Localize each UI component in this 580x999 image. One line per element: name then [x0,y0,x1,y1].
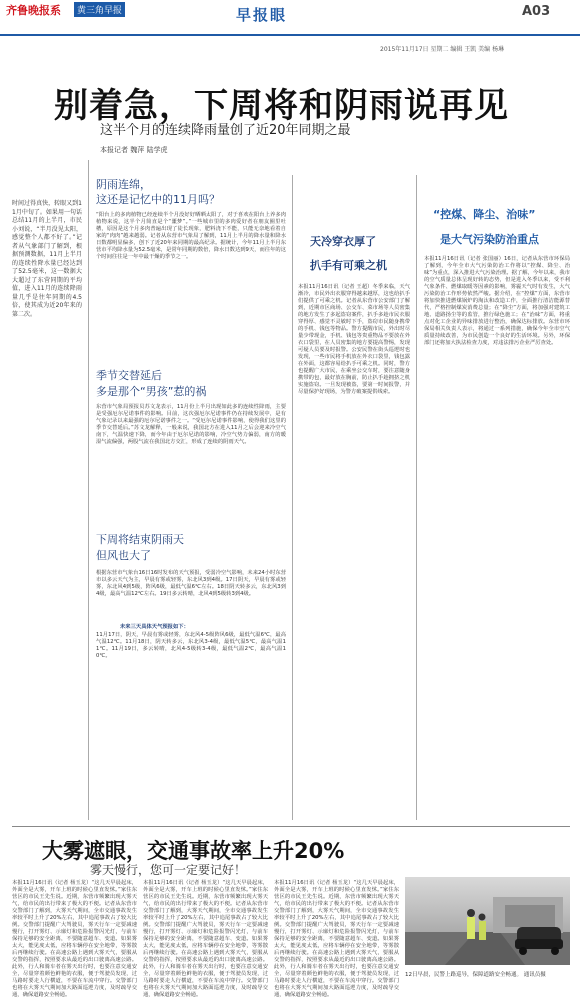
section1-title-line1: 阴雨连绵， [96,178,151,191]
section1-title-line2: 这还是记忆中的11月吗？ [96,193,220,206]
section3-body: 根据东营市气象台16日16时发布的天气预报，受弱冷空气影响，未来24小时东营市以多云天气为主，早晨有雾或轻雾，东北风3到4级。17日阴天，早晨有雾或轻雾，东北风4到5级，阵风6级，最低气温6℃左右。18日阴天转多云，东北风3到4级，最高气温12℃左右。19日多云转晴，北风4到5级转3到4级。 [96,570,286,597]
main-headline: 别着急，下周将和阴雨说再见 [54,86,509,126]
column-divider [88,160,89,820]
road-scene-illustration [405,877,570,965]
bottom-body-col1: 本报11月16日讯（记者 杨玉龙）“这几天早晨起床，外面全是大雾，开车上班的时候心里直发怵。”家住东营区的市民王先生说。近期，东营市频繁出现大雾天气，给市民的出行带来了极大的不便。记者从东营市交警部门了解到，大雾天气期间，全市交通事故发生率较平时上升了20%左右，其中追尾事故占了较大比例。交警部门提醒广大驾驶员，雾天行车一定要减速慢行，打开雾灯、示廓灯和危险报警闪光灯，与前车保持足够的安全距离，不要随意超车、变道。如果雾太大，能见度太低，应将车辆停在安全地带，等雾散后再继续行驶。在高速公路上遇到大雾天气，要服从交警的指挥，按照要求从最近的出口驶离高速公路。此外，行人和骑车者在雾天出行时，也要注意交通安全，尽量穿着颜色鲜艳的衣服，便于驾驶员发现，过马路时要走人行横道，不要在车流中穿行。交警部门也将在大雾天气期间加大路面巡逻力度，及时疏导交通，确保道路安全畅通。 [12,880,137,998]
section-title: 早报眼 [236,6,288,24]
edition-tag: 黄三角早报 [74,2,125,17]
header-rule [0,34,580,36]
mid-title-line1: 天冷穿衣厚了 [310,235,376,248]
section-rule [12,826,570,827]
column-divider [292,175,293,820]
section2-title-line1: 季节交替延后 [96,369,162,382]
main-subhead: 这半个月的连续降雨量创了近20年同期之最 [100,123,351,138]
bottom-subhead: 雾天慢行，您可一定要记好！ [90,863,247,877]
section3-title-line2: 但风也大了 [96,549,151,562]
page-number: A03 [522,4,551,19]
section1-body: “阳台上的多肉植物已经连续半个月没好好晒晒太阳了，对于喜欢在阳台上养多肉植物来说，这半个月简直是个“噩梦”。”一些城市里的多肉爱好者在朋友圈里吐槽，原因是这个月多肉普遍出现了徒长现象，肥料浇下不能，只能无奈地看着自家的“肉肉”越来越弱。记者从东营市气象局了解到，11月上半月的降水量和降水日数都明显偏多，创下了近20年来同期的最高纪录。据统计，今年11月上半月东营市平均降水量为52.5毫米，是常年同期的数倍，降水日数达到9天，而往年的这个时间往往是一年中最干燥的季节之一。 [96,212,286,260]
mid-title-line2: 扒手有可乘之机 [310,259,387,272]
section2-title-line2: 多是那个“男孩”惹的祸 [96,385,207,398]
forecast-label: 未来三天具体天气预报如下： [120,624,189,630]
main-byline: 本报记者 魏萍 陆学虎 [100,146,168,154]
bottom-body-col2: 本报11月16日讯（记者 杨玉龙）“这几天早晨起床，外面全是大雾，开车上班的时候心里直发怵。”家住东营区的市民王先生说。近期，东营市频繁出现大雾天气，给市民的出行带来了极大的不便。记者从东营市交警部门了解到，大雾天气期间，全市交通事故发生率较平时上升了20%左右，其中追尾事故占了较大比例。交警部门提醒广大驾驶员，雾天行车一定要减速慢行，打开雾灯、示廓灯和危险报警闪光灯，与前车保持足够的安全距离，不要随意超车、变道。如果雾太大，能见度太低，应将车辆停在安全地带，等雾散后再继续行驶。在高速公路上遇到大雾天气，要服从交警的指挥，按照要求从最近的出口驶离高速公路。此外，行人和骑车者在雾天出行时，也要注意交通安全，尽量穿着颜色鲜艳的衣服，便于驾驶员发现，过马路时要走人行横道，不要在车流中穿行。交警部门也将在大雾天气期间加大路面巡逻力度，及时疏导交通，确保道路安全畅通。 [143,880,268,998]
column-divider [416,175,417,820]
right-title-line2: 是大气污染防治重点 [440,233,539,246]
mid-body: 本报11月16日讯（记者 王超）冬季来临，天气渐冷，市民外出衣服穿得越来越厚，这也给扒手们提供了可乘之机。记者从东营市公安部门了解到，近期市区商场、公交车、菜市场等人员密集的地方发生了多起盗窃案件，扒手多趁市民衣服穿得厚、感觉不灵敏时下手，盗窃市民随身携带的手机、钱包等物品。警方提醒市民，外出时尽量少带现金，手机、钱包等贵重物品不要放在外衣口袋里，在人员密集的地方要提高警惕，发现可疑人员要及时报警。公安民警在街头巡逻时也发现，一些市民将手机放在外衣口袋里，钱包露在外面，这都容易给扒手可乘之机。同时，警方也提醒广大市民，在乘坐公交车时，要注意随身携带的包，最好放在胸前，防止扒手趁拥挤之机实施盗窃。一旦发现被盗，要第一时间报警，并尽量保护好现场，为警方破案提供线索。 [298,284,410,395]
right-body: 本报11月16日讯（记者 张国丽）16日，记者从东营市环保局了解到，今年全市大气污染防治工作将以“控煤、降尘、治味”为重点，深入推进大气污染治理。据了解，今年以来，我市的空气质量总体呈现好转的态势，但是进入冬季以来，受不利气象条件、燃煤取暖等因素的影响，雾霾天气时有发生，大气污染防治工作形势依然严峻。据介绍，在“控煤”方面，东营市将加快推进燃煤锅炉的淘汰和改造工作，全面推行清洁能源替代，严格控制煤炭消费总量；在“降尘”方面，将加强对建筑工地、道路扬尘等的监管，推行绿色施工；在“治味”方面，将重点对化工企业的异味排放进行整治，确保达标排放。东营市环保局相关负责人表示，将通过一系列措施，确保今年全市空气质量持续改善，为市民创造一个良好的生活环境。另外，环保部门还将加大执法检查力度，对违法排污企业严厉查处。 [424,256,570,346]
forecast-body: 11月17日，阴天，早晨有雾或轻雾，东北风4-5级阵风6级，最低气温6℃，最高气温12℃。11月18日，阴天转多云，东北风3-4级，最低气温5℃，最高气温11℃。11月19日，多云转晴，北风4-5级转3-4级，最低气温2℃，最高气温10℃。 [96,632,286,659]
section3-title-line1: 下周将结束阴雨天 [96,533,184,546]
right-title-line1: “控煤、降尘、治味” [433,208,536,221]
photo-caption: 12日早晨，民警上路巡导，保障道路安全畅通。 通讯员摄 [405,972,546,978]
section2-body: 东营市气象局预报员苏文龙表示，11月份上半月出现如此多的连续性降雨，主要是受强厄尔尼诺事件的影响。目前，这次强厄尔尼诺事件仍在持续发展中，是有气象记录以来最强的厄尔尼诺事件之一。“受厄尔尼诺事件影响，使得我们这里的季节交替延后。”苏文龙解释，一般来说，我国北方在进入11月之后会迎来冷空气南下，气温快速下降，而今年由于厄尔尼诺的影响，冷空气势力偏弱，南方的暖湿气流偏强，两股气流在我国北方交汇，形成了连续的阴雨天气。 [96,404,286,445]
bottom-body-col3: 本报11月16日讯（记者 杨玉龙）“这几天早晨起床，外面全是大雾，开车上班的时候心里直发怵。”家住东营区的市民王先生说。近期，东营市频繁出现大雾天气，给市民的出行带来了极大的不便。记者从东营市交警部门了解到，大雾天气期间，全市交通事故发生率较平时上升了20%左右，其中追尾事故占了较大比例。交警部门提醒广大驾驶员，雾天行车一定要减速慢行，打开雾灯、示廓灯和危险报警闪光灯，与前车保持足够的安全距离，不要随意超车、变道。如果雾太大，能见度太低，应将车辆停在安全地带，等雾散后再继续行驶。在高速公路上遇到大雾天气，要服从交警的指挥，按照要求从最近的出口驶离高速公路。此外，行人和骑车者在雾天出行时，也要注意交通安全，尽量穿着颜色鲜艳的衣服，便于驾驶员发现，过马路时要走人行横道，不要在车流中穿行。交警部门也将在大雾天气期间加大路面巡逻力度，及时疏导交通，确保道路安全畅通。 [274,880,399,998]
newspaper-logo: 齐鲁晚报系 [6,4,61,17]
bottom-headline: 大雾遮眼，交通事故率上升20% [42,839,345,863]
issue-meta: 2015年11月17日 星期二 编辑 王凯 美编 杨琳 [380,46,505,53]
left-sidebar-text: 时间过得真快，转眼又到11月中旬了。如果用一句话总结11月的上半月，市民小刘说，“半月没见太阳，感觉整个人都不好了。”记者从气象部门了解到，根据预测数据，11月上半月的连续性降水量已经达到了52.5毫米，这一数据大大超过了东营同期的平均值，进入11月的连续降雨量几乎是往年同期的4.5倍，使其成为近20年来的第二次。 [12,200,82,318]
news-photo [405,877,570,965]
